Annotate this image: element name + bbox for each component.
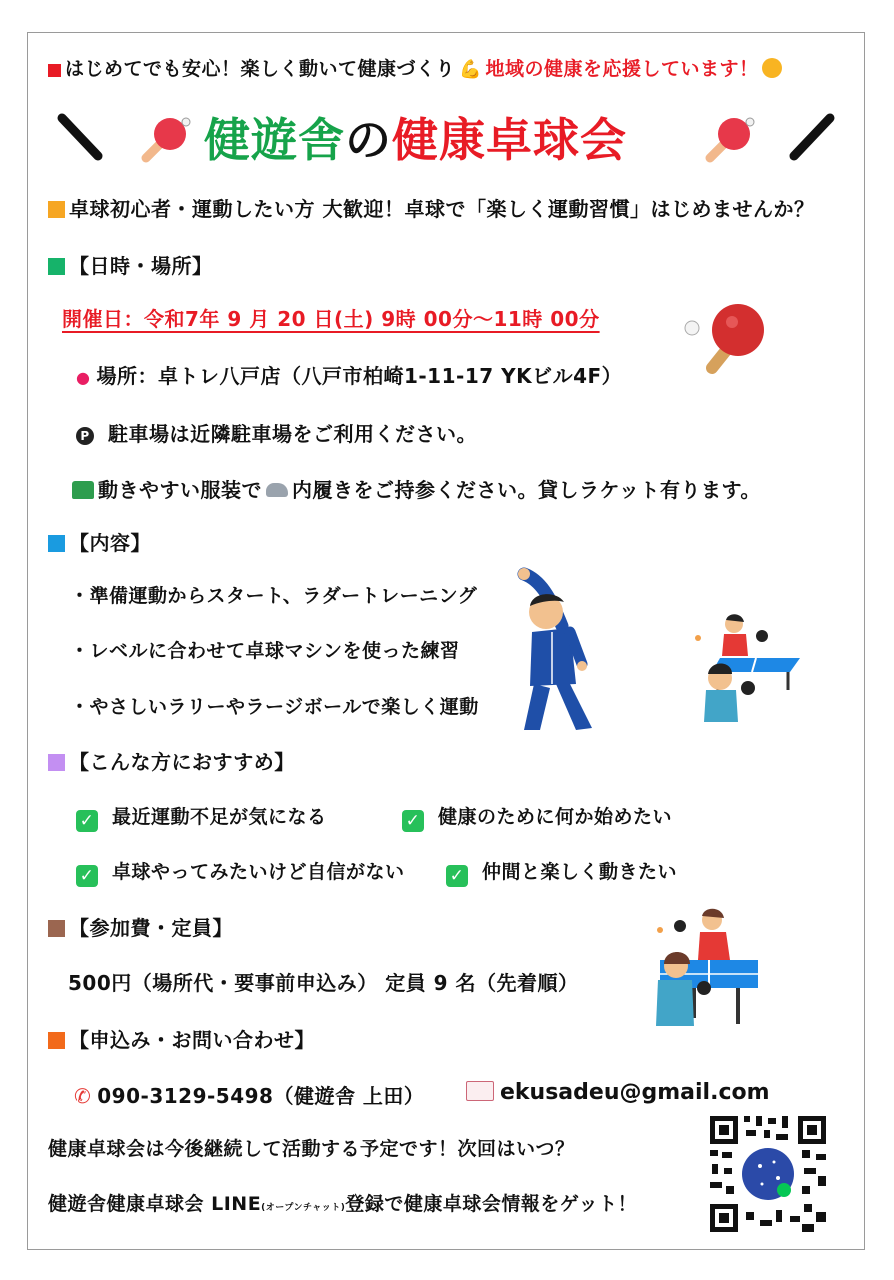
list-item: ・準備運動からスタート、ラダートレーニング <box>70 585 478 607</box>
ping-pong-paddle-icon <box>700 114 756 166</box>
parking-line <box>76 418 477 447</box>
contents-heading-text: 【内容】 <box>69 531 151 555</box>
checklist-item <box>76 857 405 887</box>
checklist-item <box>402 802 672 832</box>
lead-line <box>48 193 814 222</box>
recommend-heading-text: 【こんな方におすすめ】 <box>69 750 295 774</box>
page-title <box>204 104 627 170</box>
red-square-icon <box>48 64 61 77</box>
phone-line[interactable] <box>74 1080 424 1109</box>
shoe-icon <box>266 483 288 497</box>
green-square-icon <box>48 258 65 275</box>
envelope-icon <box>466 1081 494 1101</box>
footer-line-2c: 登録で健康卓球会情報をゲット！ <box>345 1193 638 1215</box>
checklist-item-text: 仲間と楽しく動きたい <box>482 861 678 883</box>
table-tennis-players-illustration <box>654 908 766 1030</box>
checkmark-icon: ✓ <box>76 810 98 832</box>
footer-line-1: 健康卓球会は今後継続して活動する予定です！次回はいつ？ <box>48 1138 575 1160</box>
banner-text-1: はじめてでも安心！楽しく動いて健康づくり <box>65 58 456 80</box>
ping-pong-paddle-icon <box>136 114 192 166</box>
email-line[interactable] <box>466 1080 770 1105</box>
checklist-item-text: 最近運動不足が気になる <box>112 806 327 828</box>
checkmark-icon: ✓ <box>446 865 468 887</box>
blue-square-icon <box>48 535 65 552</box>
ping-pong-paddle-illustration <box>680 298 770 378</box>
schedule-heading <box>48 250 213 279</box>
checklist-item-text: 健康のために何か始めたい <box>438 806 673 828</box>
wear-text-1: 動きやすい服装で <box>98 478 262 502</box>
list-item: ・レベルに合わせて卓球マシンを使った練習 <box>70 640 460 662</box>
fee-heading-text: 【参加費・定員】 <box>69 916 233 940</box>
slash-left-decoration <box>56 112 106 162</box>
banner-text-2: 地域の健康を応援しています！ <box>485 58 759 80</box>
table-tennis-players-illustration <box>690 610 810 726</box>
stretching-person-illustration <box>510 566 620 736</box>
checklist-item <box>446 857 677 887</box>
checklist-item <box>76 802 327 832</box>
title-event: 健康卓球会 <box>392 113 627 167</box>
lead-text: 卓球初心者・運動したい方 大歓迎！卓球で「楽しく運動習慣」はじめませんか？ <box>69 197 815 221</box>
phone-icon: ✆ <box>74 1084 92 1108</box>
fee-heading <box>48 912 233 941</box>
apply-heading-text: 【申込み・お問い合わせ】 <box>69 1028 315 1052</box>
pin-icon: ● <box>76 368 91 387</box>
apply-heading <box>48 1024 315 1053</box>
parking-icon: P <box>76 427 94 445</box>
title-org: 健遊舎 <box>204 113 345 167</box>
wear-line <box>72 474 761 503</box>
tshirt-icon <box>72 481 94 499</box>
phone-number[interactable]: 090-3129-5498（健遊舎 上田） <box>97 1084 425 1108</box>
fee-text: 500円（場所代・要事前申込み） 定員 9 名（先着順） <box>68 971 579 995</box>
footer-line-2b: (オープンチャット) <box>261 1203 346 1213</box>
wear-text-2: 内履きをご持参ください。貸しラケット有ります。 <box>292 478 761 502</box>
event-date: 開催日：令和7年 9 月 20 日(土) 9時 00分〜11時 00分 <box>62 307 600 331</box>
orange-square-icon <box>48 201 65 218</box>
footer-line-2a: 健遊舎健康卓球会 LINE <box>48 1193 262 1215</box>
smile-icon <box>762 58 782 78</box>
recommend-heading <box>48 746 295 775</box>
slash-right-decoration <box>786 112 836 162</box>
top-banner <box>48 54 786 81</box>
schedule-heading-text: 【日時・場所】 <box>69 254 213 278</box>
parking-text: 駐車場は近隣駐車場をご利用ください。 <box>108 422 477 446</box>
brown-square-icon <box>48 920 65 937</box>
checkmark-icon: ✓ <box>402 810 424 832</box>
checklist-item-text: 卓球やってみたいけど自信がない <box>112 861 405 883</box>
footer-line-2 <box>48 1189 637 1216</box>
checkmark-icon: ✓ <box>76 865 98 887</box>
line-qr-code[interactable] <box>706 1112 830 1236</box>
purple-square-icon <box>48 754 65 771</box>
title-connector: の <box>345 113 392 167</box>
place-text: 場所：卓トレ八戸店（八戸市柏崎1-11-17 YKビル4F） <box>96 364 623 388</box>
list-item: ・やさしいラリーやラージボールで楽しく運動 <box>70 696 479 718</box>
email-address[interactable]: ekusadeu@gmail.com <box>500 1080 770 1105</box>
flexed-arm-icon: 💪 <box>459 59 482 80</box>
orange-square-icon <box>48 1032 65 1049</box>
place-line <box>76 360 622 389</box>
contents-heading <box>48 527 151 556</box>
